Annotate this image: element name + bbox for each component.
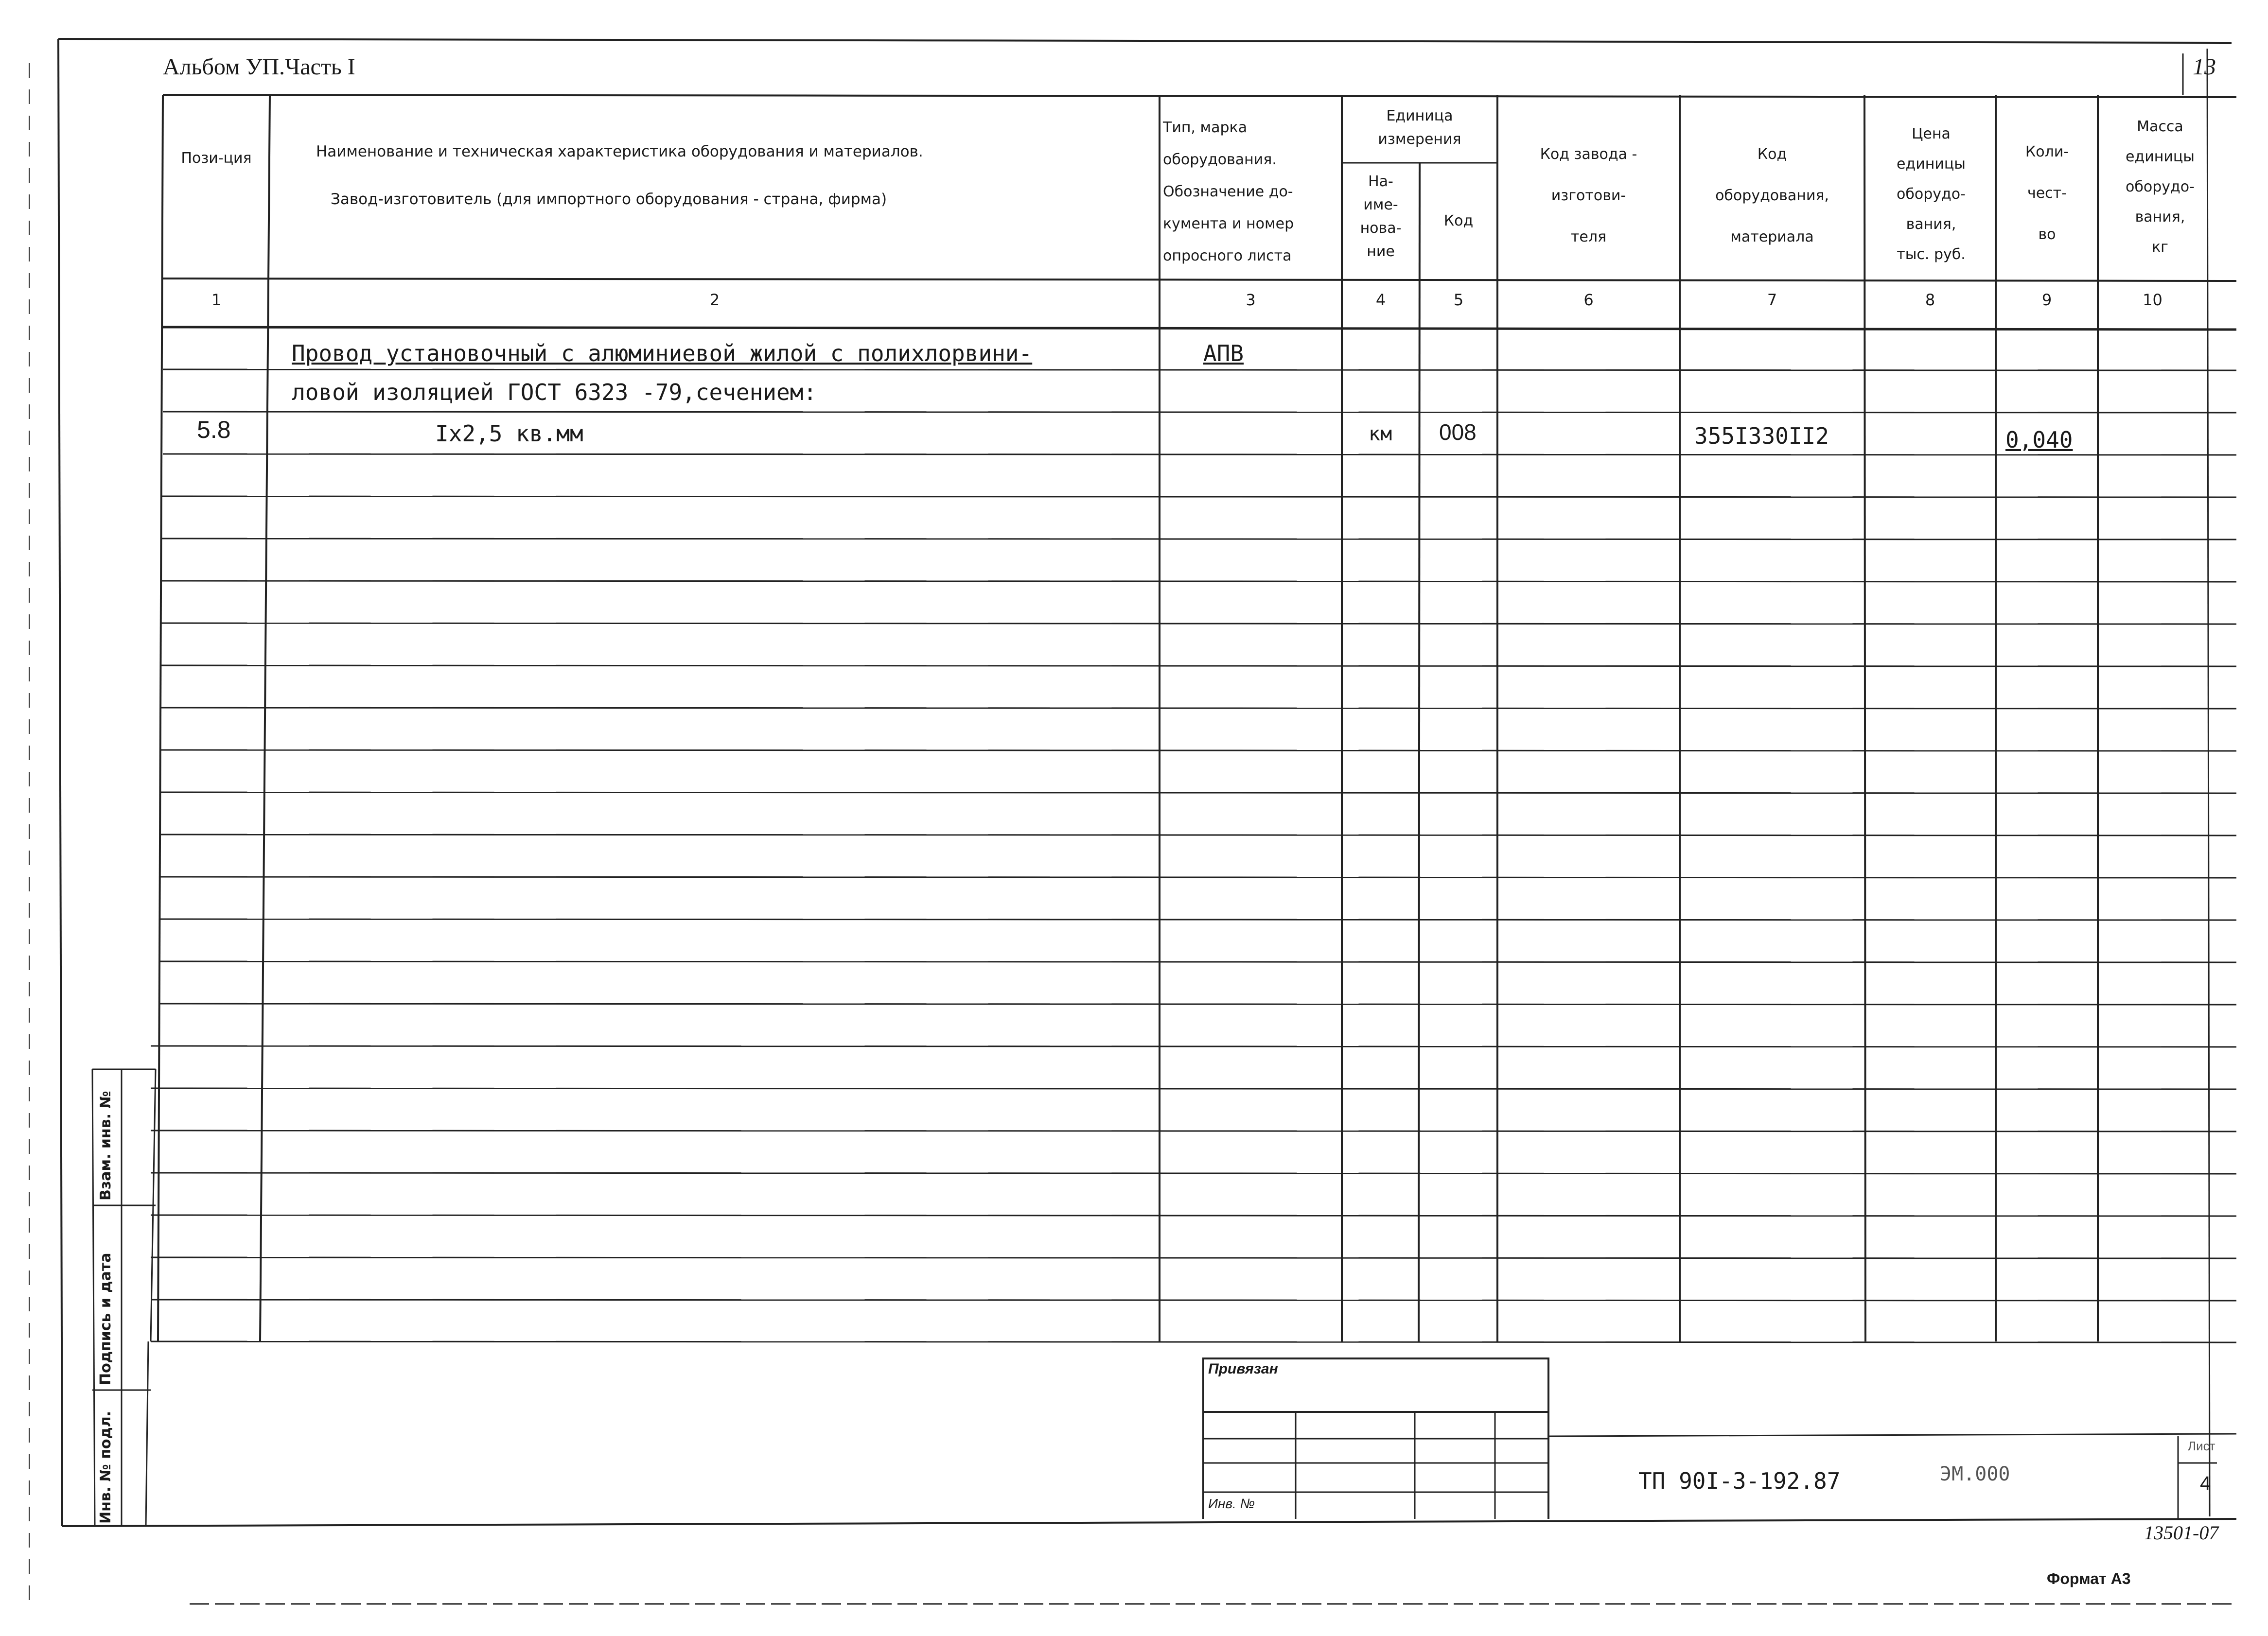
column-number: 9 (2041, 291, 2052, 309)
column-number: 4 (1375, 291, 1386, 309)
header-quantity-line: чест- (2027, 185, 2067, 202)
header-unit-group: Единица измерения (1378, 107, 1461, 148)
column-number: 8 (1925, 291, 1935, 309)
header-quantity-line: во (2038, 226, 2056, 243)
format-label: Формат А3 (2047, 1570, 2131, 1587)
sheet-corner-number: 13 (2193, 54, 2216, 80)
header-unit-price-line: единицы (1897, 156, 1966, 173)
inv-no-label: Инв. № (1208, 1496, 1255, 1511)
row-position: 5.8 (197, 416, 231, 443)
header-unit-mass-line: Масса (2137, 118, 2183, 135)
row-equipment-code: 355I330II2 (1694, 423, 1829, 449)
header-unit-name (1344, 170, 1417, 263)
header-unit-name-line: На- (1368, 173, 1393, 190)
row-quantity: 0,040 (2005, 427, 2073, 453)
header-equipment-code (1682, 134, 1862, 258)
row-unit-code: 008 (1439, 419, 1477, 445)
header-unit-mass-line: вания, (2135, 209, 2185, 226)
header-factory-code-line: изготови- (1551, 187, 1626, 204)
header-unit-mass (2099, 112, 2221, 262)
column-number: 1 (211, 291, 222, 309)
row-type: АПВ (1203, 340, 1244, 366)
header-unit-name-line: нова- (1360, 220, 1402, 237)
header-type-line: кумента и номер (1163, 215, 1294, 232)
row-name: Iх2,5 кв.мм (435, 420, 583, 447)
header-equipment-code-line: материала (1730, 228, 1814, 245)
header-equipment-code-line: Код (1757, 146, 1787, 163)
header-unit-name-line: име- (1363, 196, 1398, 213)
header-quantity (1997, 131, 2097, 255)
header-unit-price-line: тыс. руб. (1897, 246, 1966, 263)
header-factory-code-line: Код завода - (1540, 146, 1637, 163)
document-code: ТП 90I-3-192.87 (1638, 1468, 1841, 1494)
stamp-vzam-inv: Взам. инв. № (97, 1091, 114, 1201)
header-position (165, 141, 267, 176)
header-type-line: оборудования. (1163, 151, 1277, 168)
header-unit-name-line: ние (1367, 243, 1395, 260)
privyazan-label: Привязан (1208, 1361, 1278, 1377)
column-number: 7 (1767, 291, 1777, 309)
stamp-inv-podl: Инв. № подл. (97, 1410, 114, 1524)
stamp-podpis-data: Подпись и дата (97, 1253, 114, 1385)
column-number: 10 (2143, 291, 2163, 309)
row-unit-name: км (1369, 423, 1392, 445)
header-factory-code-line: теля (1570, 228, 1607, 245)
section-code: ЭМ.000 (1940, 1463, 2010, 1485)
header-unit-code: Код (1443, 212, 1474, 229)
column-number: 5 (1453, 291, 1464, 309)
header-type-line: Обозначение до- (1163, 183, 1293, 200)
column-number: 3 (1246, 291, 1256, 309)
archive-number: 13501-07 (2144, 1522, 2219, 1544)
row-name-line2: ловой изоляцией ГОСТ 6323 -79,сечением: (292, 379, 817, 405)
header-unit-mass-line: оборудо- (2126, 178, 2195, 195)
header-unit-price-line: Цена (1912, 125, 1951, 142)
row-name-line1: Провод установочный с алюминиевой жилой с полихлорвини- (292, 340, 1033, 366)
sheet-label: Лист (2188, 1439, 2215, 1453)
album-title: Альбом УП.Часть I (163, 54, 355, 80)
header-factory-code (1500, 134, 1677, 258)
header-type-mark (1163, 112, 1340, 272)
header-name-line2: Завод-изготовитель (для импортного оборудования - страна, фирма) (331, 191, 887, 208)
header-quantity-line: Коли- (2025, 143, 2069, 160)
header-type-line: опросного листа (1163, 247, 1292, 264)
header-unit-mass-line: единицы (2126, 148, 2195, 165)
header-unit-mass-line: кг (2152, 239, 2168, 256)
header-type-line: Тип, марка (1163, 119, 1248, 136)
sheet-number: 4 (2200, 1473, 2211, 1494)
column-number: 2 (709, 291, 720, 309)
header-equipment-code-line: оборудования, (1715, 187, 1829, 204)
header-unit-price-line: оборудо- (1897, 186, 1966, 203)
column-number: 6 (1583, 291, 1594, 309)
header-position-label: Пози-ция (181, 150, 252, 167)
header-name-line1: Наименование и техническая характеристика оборудования и материалов. (316, 143, 923, 160)
header-unit-price (1868, 119, 1994, 270)
header-unit-price-line: вания, (1906, 216, 1956, 233)
